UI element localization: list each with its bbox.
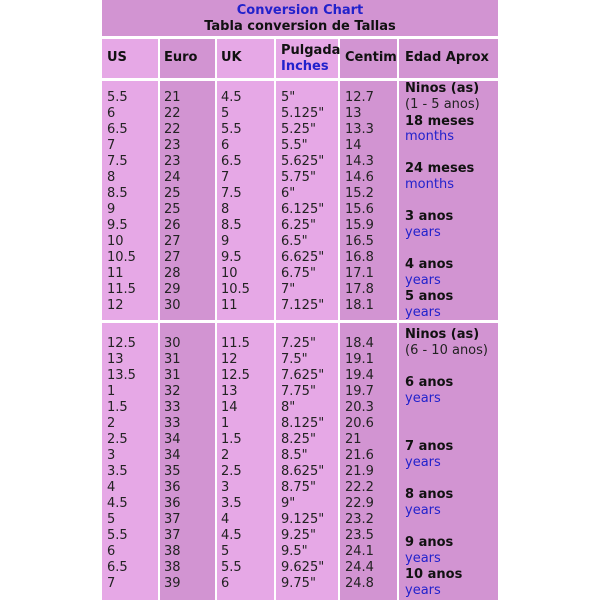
uk-value: 1 — [221, 416, 230, 431]
euro-value: 37 — [164, 512, 181, 527]
us-value: 10 — [107, 234, 124, 249]
us-value: 9.5 — [107, 218, 128, 233]
euro-value: 24 — [164, 170, 181, 185]
column-divider — [397, 38, 399, 600]
uk-value: 5 — [221, 106, 230, 121]
column-divider — [215, 38, 217, 600]
uk-value: 9 — [221, 234, 230, 249]
us-value: 12.5 — [107, 336, 136, 351]
euro-value: 34 — [164, 432, 181, 447]
header-euro: Euro — [164, 50, 198, 65]
inches-value: 5" — [281, 90, 296, 105]
cm-value: 18.1 — [345, 298, 374, 313]
euro-value: 25 — [164, 202, 181, 217]
uk-value: 11 — [221, 298, 238, 313]
cm-value: 13 — [345, 106, 362, 121]
cm-value: 22.2 — [345, 480, 374, 495]
euro-value: 38 — [164, 560, 181, 575]
us-value: 1.5 — [107, 400, 128, 415]
uk-value: 4.5 — [221, 528, 242, 543]
inches-value: 7.125" — [281, 298, 325, 313]
cm-value: 21.9 — [345, 464, 374, 479]
us-value: 5.5 — [107, 528, 128, 543]
age-label: Ninos (as) — [405, 327, 480, 342]
age-unit-label: years — [405, 305, 441, 320]
uk-value: 10.5 — [221, 282, 250, 297]
cm-value: 14.3 — [345, 154, 374, 169]
us-value: 10.5 — [107, 250, 136, 265]
euro-value: 26 — [164, 218, 181, 233]
age-unit-label: years — [405, 503, 441, 518]
uk-value: 8 — [221, 202, 230, 217]
inches-value: 8" — [281, 400, 296, 415]
us-value: 7 — [107, 576, 116, 591]
title-divider — [102, 36, 498, 39]
header-pulgada: Pulgada — [281, 43, 341, 58]
us-value: 11 — [107, 266, 124, 281]
cm-value: 16.8 — [345, 250, 374, 265]
inches-value: 5.625" — [281, 154, 325, 169]
uk-value: 12.5 — [221, 368, 250, 383]
us-value: 1 — [107, 384, 116, 399]
uk-value: 12 — [221, 352, 238, 367]
conversion-chart — [102, 0, 498, 600]
euro-value: 31 — [164, 352, 181, 367]
euro-value: 34 — [164, 448, 181, 463]
cm-value: 16.5 — [345, 234, 374, 249]
age-label: 8 anos — [405, 487, 454, 502]
euro-value: 33 — [164, 416, 181, 431]
inches-value: 6" — [281, 186, 296, 201]
inches-value: 8.625" — [281, 464, 325, 479]
euro-value: 28 — [164, 266, 181, 281]
uk-value: 13 — [221, 384, 238, 399]
header-edad: Edad Aprox — [405, 50, 489, 65]
us-value: 13.5 — [107, 368, 136, 383]
uk-value: 7.5 — [221, 186, 242, 201]
uk-value: 10 — [221, 266, 238, 281]
age-label: 7 anos — [405, 439, 454, 454]
cm-value: 22.9 — [345, 496, 374, 511]
inches-value: 6.75" — [281, 266, 316, 281]
age-unit-label: years — [405, 583, 441, 598]
inches-value: 9.5" — [281, 544, 308, 559]
cm-value: 15.9 — [345, 218, 374, 233]
us-value: 6 — [107, 544, 116, 559]
cm-value: 14 — [345, 138, 362, 153]
euro-value: 33 — [164, 400, 181, 415]
age-label: 9 anos — [405, 535, 454, 550]
age-unit-label: years — [405, 391, 441, 406]
uk-value: 11.5 — [221, 336, 250, 351]
us-value: 8.5 — [107, 186, 128, 201]
age-label: (1 - 5 anos) — [405, 97, 480, 112]
us-value: 7.5 — [107, 154, 128, 169]
us-value: 8 — [107, 170, 116, 185]
inches-value: 6.5" — [281, 234, 308, 249]
column-divider — [274, 38, 276, 600]
age-label: 6 anos — [405, 375, 454, 390]
age-label: 4 anos — [405, 257, 454, 272]
cm-value: 23.5 — [345, 528, 374, 543]
age-unit-label: months — [405, 129, 454, 144]
cm-value: 19.7 — [345, 384, 374, 399]
inches-value: 9.125" — [281, 512, 325, 527]
uk-value: 5.5 — [221, 122, 242, 137]
age-unit-label: years — [405, 273, 441, 288]
inches-value: 9" — [281, 496, 296, 511]
inches-value: 9.75" — [281, 576, 316, 591]
header-us: US — [107, 50, 127, 65]
euro-value: 35 — [164, 464, 181, 479]
cm-value: 20.3 — [345, 400, 374, 415]
header-uk: UK — [221, 50, 242, 65]
age-label: (6 - 10 anos) — [405, 343, 488, 358]
euro-value: 23 — [164, 138, 181, 153]
inches-value: 7" — [281, 282, 296, 297]
euro-value: 31 — [164, 368, 181, 383]
us-value: 11.5 — [107, 282, 136, 297]
uk-value: 2.5 — [221, 464, 242, 479]
cm-value: 18.4 — [345, 336, 374, 351]
header-inches: Inches — [281, 59, 329, 74]
age-label: 24 meses — [405, 161, 475, 176]
inches-value: 8.25" — [281, 432, 316, 447]
euro-value: 27 — [164, 250, 181, 265]
cm-value: 23.2 — [345, 512, 374, 527]
us-value: 5.5 — [107, 90, 128, 105]
cm-value: 24.4 — [345, 560, 374, 575]
cm-value: 24.8 — [345, 576, 374, 591]
us-value: 7 — [107, 138, 116, 153]
uk-value: 2 — [221, 448, 230, 463]
us-value: 6.5 — [107, 560, 128, 575]
uk-value: 3.5 — [221, 496, 242, 511]
column-divider — [158, 38, 160, 600]
uk-value: 8.5 — [221, 218, 242, 233]
euro-value: 38 — [164, 544, 181, 559]
us-value: 4.5 — [107, 496, 128, 511]
us-value: 3.5 — [107, 464, 128, 479]
chart-subtitle: Tabla conversion de Tallas — [204, 19, 396, 34]
uk-value: 1.5 — [221, 432, 242, 447]
inches-value: 8.75" — [281, 480, 316, 495]
inches-value: 7.75" — [281, 384, 316, 399]
uk-value: 5 — [221, 544, 230, 559]
euro-value: 27 — [164, 234, 181, 249]
chart-title: Conversion Chart — [236, 3, 364, 18]
inches-value: 7.5" — [281, 352, 308, 367]
cm-value: 17.1 — [345, 266, 374, 281]
age-label: 3 anos — [405, 209, 454, 224]
uk-value: 6 — [221, 138, 230, 153]
uk-value: 14 — [221, 400, 238, 415]
age-label: 10 anos — [405, 567, 463, 582]
uk-value: 4.5 — [221, 90, 242, 105]
uk-value: 7 — [221, 170, 230, 185]
age-label: 18 meses — [405, 114, 475, 129]
euro-value: 23 — [164, 154, 181, 169]
inches-value: 5.5" — [281, 138, 308, 153]
cm-value: 20.6 — [345, 416, 374, 431]
us-value: 6.5 — [107, 122, 128, 137]
euro-value: 22 — [164, 106, 181, 121]
us-value: 6 — [107, 106, 116, 121]
uk-value: 6.5 — [221, 154, 242, 169]
euro-value: 30 — [164, 336, 181, 351]
us-value: 12 — [107, 298, 124, 313]
uk-value: 4 — [221, 512, 230, 527]
inches-value: 5.25" — [281, 122, 316, 137]
inches-value: 9.625" — [281, 560, 325, 575]
us-value: 2 — [107, 416, 116, 431]
uk-value: 9.5 — [221, 250, 242, 265]
inches-value: 8.125" — [281, 416, 325, 431]
inches-value: 7.25" — [281, 336, 316, 351]
cm-value: 19.4 — [345, 368, 374, 383]
euro-value: 22 — [164, 122, 181, 137]
cm-value: 13.3 — [345, 122, 374, 137]
cm-value: 15.6 — [345, 202, 374, 217]
cm-value: 14.6 — [345, 170, 374, 185]
euro-value: 39 — [164, 576, 181, 591]
euro-value: 21 — [164, 90, 181, 105]
cm-value: 24.1 — [345, 544, 374, 559]
inches-value: 8.5" — [281, 448, 308, 463]
us-value: 4 — [107, 480, 116, 495]
inches-value: 5.75" — [281, 170, 316, 185]
us-value: 2.5 — [107, 432, 128, 447]
us-value: 9 — [107, 202, 116, 217]
euro-value: 32 — [164, 384, 181, 399]
us-value: 5 — [107, 512, 116, 527]
euro-value: 36 — [164, 480, 181, 495]
inches-value: 7.625" — [281, 368, 325, 383]
cm-value: 21 — [345, 432, 362, 447]
euro-value: 36 — [164, 496, 181, 511]
inches-value: 6.125" — [281, 202, 325, 217]
euro-value: 37 — [164, 528, 181, 543]
inches-value: 9.25" — [281, 528, 316, 543]
us-value: 3 — [107, 448, 116, 463]
column-divider — [338, 38, 340, 600]
cm-value: 17.8 — [345, 282, 374, 297]
cm-value: 21.6 — [345, 448, 374, 463]
inches-value: 6.625" — [281, 250, 325, 265]
euro-value: 29 — [164, 282, 181, 297]
age-unit-label: years — [405, 551, 441, 566]
inches-value: 6.25" — [281, 218, 316, 233]
uk-value: 3 — [221, 480, 230, 495]
age-unit-label: years — [405, 455, 441, 470]
uk-value: 6 — [221, 576, 230, 591]
us-value: 13 — [107, 352, 124, 367]
header-centim: Centim — [345, 50, 397, 65]
euro-value: 30 — [164, 298, 181, 313]
uk-value: 5.5 — [221, 560, 242, 575]
age-label: Ninos (as) — [405, 81, 480, 96]
age-unit-label: months — [405, 177, 454, 192]
inches-value: 5.125" — [281, 106, 325, 121]
cm-value: 12.7 — [345, 90, 374, 105]
age-label: 5 anos — [405, 289, 454, 304]
cm-value: 19.1 — [345, 352, 374, 367]
euro-value: 25 — [164, 186, 181, 201]
age-unit-label: years — [405, 225, 441, 240]
cm-value: 15.2 — [345, 186, 374, 201]
